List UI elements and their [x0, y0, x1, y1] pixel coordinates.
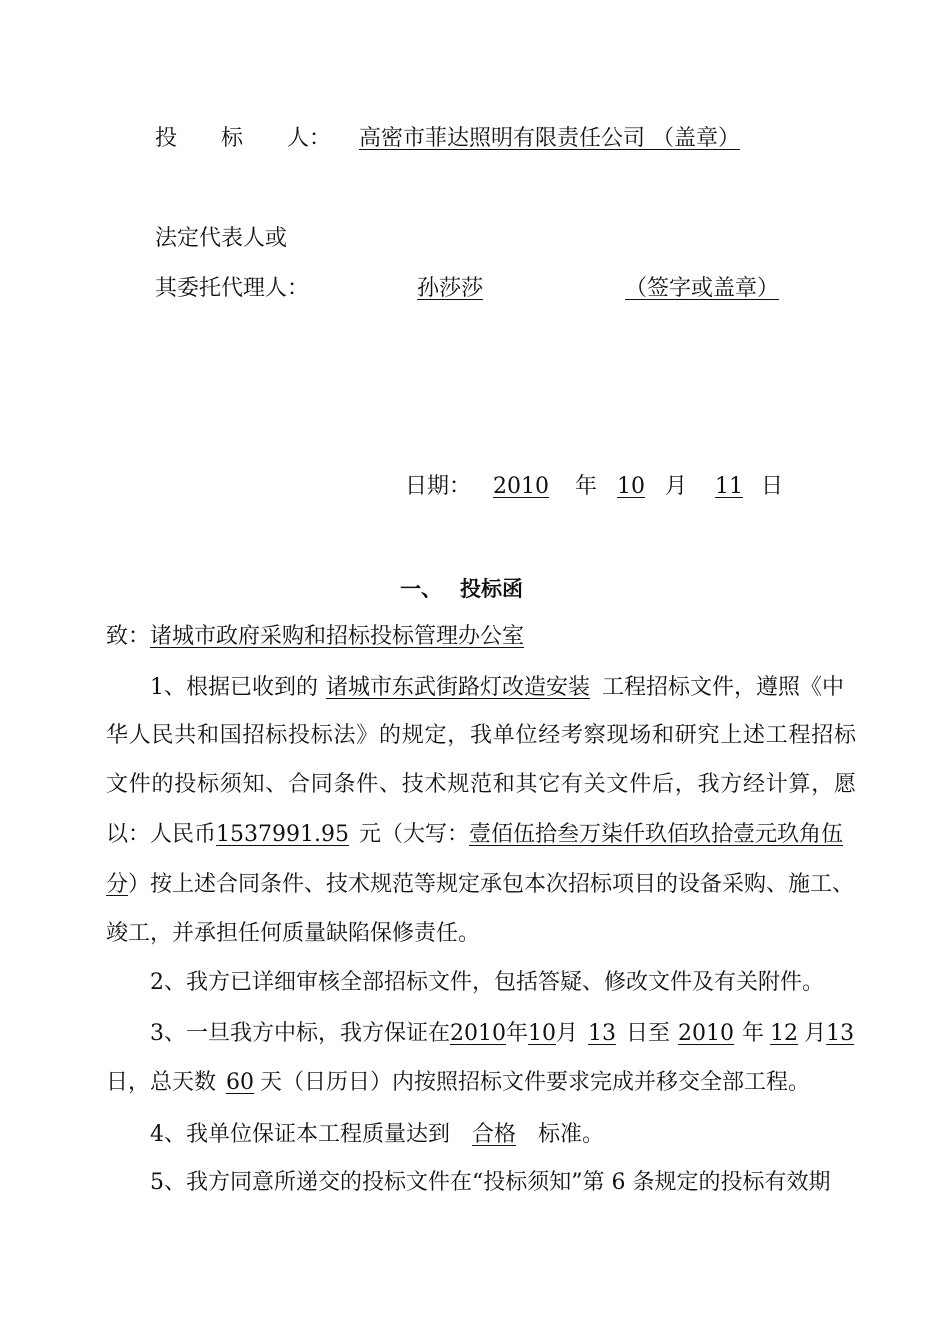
- start-month: 10: [528, 1021, 557, 1046]
- date-label: 日期：: [405, 474, 472, 499]
- bidder-value: 高密市菲达照明有限责任公司 （盖章）: [359, 126, 741, 151]
- rep-label-1: 法定代表人或: [155, 226, 288, 251]
- p3-text: 日，总天数: [106, 1070, 217, 1095]
- p4-text: 4、我单位保证本工程质量达到: [150, 1122, 450, 1147]
- section-title: 投标函: [460, 577, 523, 601]
- total-days: 60: [226, 1070, 255, 1095]
- bid-amount-words-end: 分: [106, 872, 129, 897]
- p3-text: 年: [742, 1021, 765, 1046]
- bidder-label: 投 标 人：: [155, 126, 332, 151]
- rep-row: [155, 274, 779, 304]
- p3-text: 年: [506, 1021, 529, 1046]
- date-day: 11: [715, 474, 744, 499]
- p3-text: 日至: [626, 1021, 671, 1046]
- rep-name: 孙莎莎: [417, 276, 484, 301]
- date-year: 2010: [493, 474, 550, 499]
- rep-label-2: 其委托代理人：: [155, 276, 310, 301]
- bidder-row: [155, 124, 740, 154]
- start-year: 2010: [450, 1021, 506, 1046]
- end-day: 13: [826, 1021, 855, 1046]
- p3-text: 3、一旦我方中标，我方保证在: [150, 1021, 450, 1046]
- p1-text: 1、根据已收到的: [150, 675, 318, 700]
- bid-amount: 1537991.95: [216, 822, 349, 847]
- p4: [150, 1120, 604, 1150]
- p1-text: 以：人民币: [106, 822, 217, 847]
- p3-line-1: [150, 1019, 854, 1049]
- date-month: 10: [617, 474, 646, 499]
- recipient-value: 诸城市政府采购和招标投标管理办公室: [150, 624, 525, 649]
- date-year-unit: 年: [575, 474, 598, 499]
- date-month-unit: 月: [665, 474, 688, 499]
- p1-line-2: 华人民共和国招标投标法》的规定，我单位经考察现场和研究上述工程招标: [106, 723, 856, 748]
- p1-text: 元（大写：: [358, 822, 469, 847]
- p3-line-2: [106, 1068, 810, 1098]
- p1-line-5: [106, 870, 854, 900]
- p5: 5、我方同意所递交的投标文件在“投标须知”第 6 条规定的投标有效期: [150, 1170, 831, 1195]
- quality-standard: 合格: [472, 1122, 517, 1147]
- rep-value: [309, 276, 779, 301]
- p1-line-6: 竣工，并承担任何质量缺陷保修责任。: [106, 921, 481, 946]
- p1-line-1: [150, 673, 844, 703]
- start-day: 13: [588, 1021, 617, 1046]
- p1-text: ）按上述合同条件、技术规范等规定承包本次招标项目的设备采购、施工、: [128, 872, 855, 897]
- p3-text: 月: [804, 1021, 827, 1046]
- section-number: 一、: [400, 577, 442, 601]
- recipient-prefix: 致：: [106, 624, 151, 649]
- p1-line-3: 文件的投标须知、合同条件、技术规范和其它有关文件后，我方经计算，愿: [106, 772, 856, 797]
- p4-text: 标准。: [538, 1122, 605, 1147]
- section-heading: [400, 574, 523, 604]
- date-row: [405, 472, 783, 502]
- p3-text: 月: [556, 1021, 579, 1046]
- p3-text: 天（日历日）内按照招标文件要求完成并移交全部工程。: [260, 1070, 811, 1095]
- p1-line-4: [106, 820, 843, 850]
- rep-sign-note: （签字或盖章）: [625, 276, 780, 301]
- p2: 2、我方已详细审核全部招标文件，包括答疑、修改文件及有关附件。: [150, 970, 824, 995]
- p1-text: 工程招标文件，遵照《中: [602, 675, 845, 700]
- date-day-unit: 日: [761, 474, 784, 499]
- project-name: 诸城市东武街路灯改造安装: [326, 675, 591, 700]
- end-month: 12: [770, 1021, 799, 1046]
- bid-amount-words: 壹佰伍拾叁万柒仟玖佰玖拾壹元玖角伍: [469, 822, 844, 847]
- letter-recipient: [106, 622, 546, 652]
- end-year: 2010: [678, 1021, 735, 1046]
